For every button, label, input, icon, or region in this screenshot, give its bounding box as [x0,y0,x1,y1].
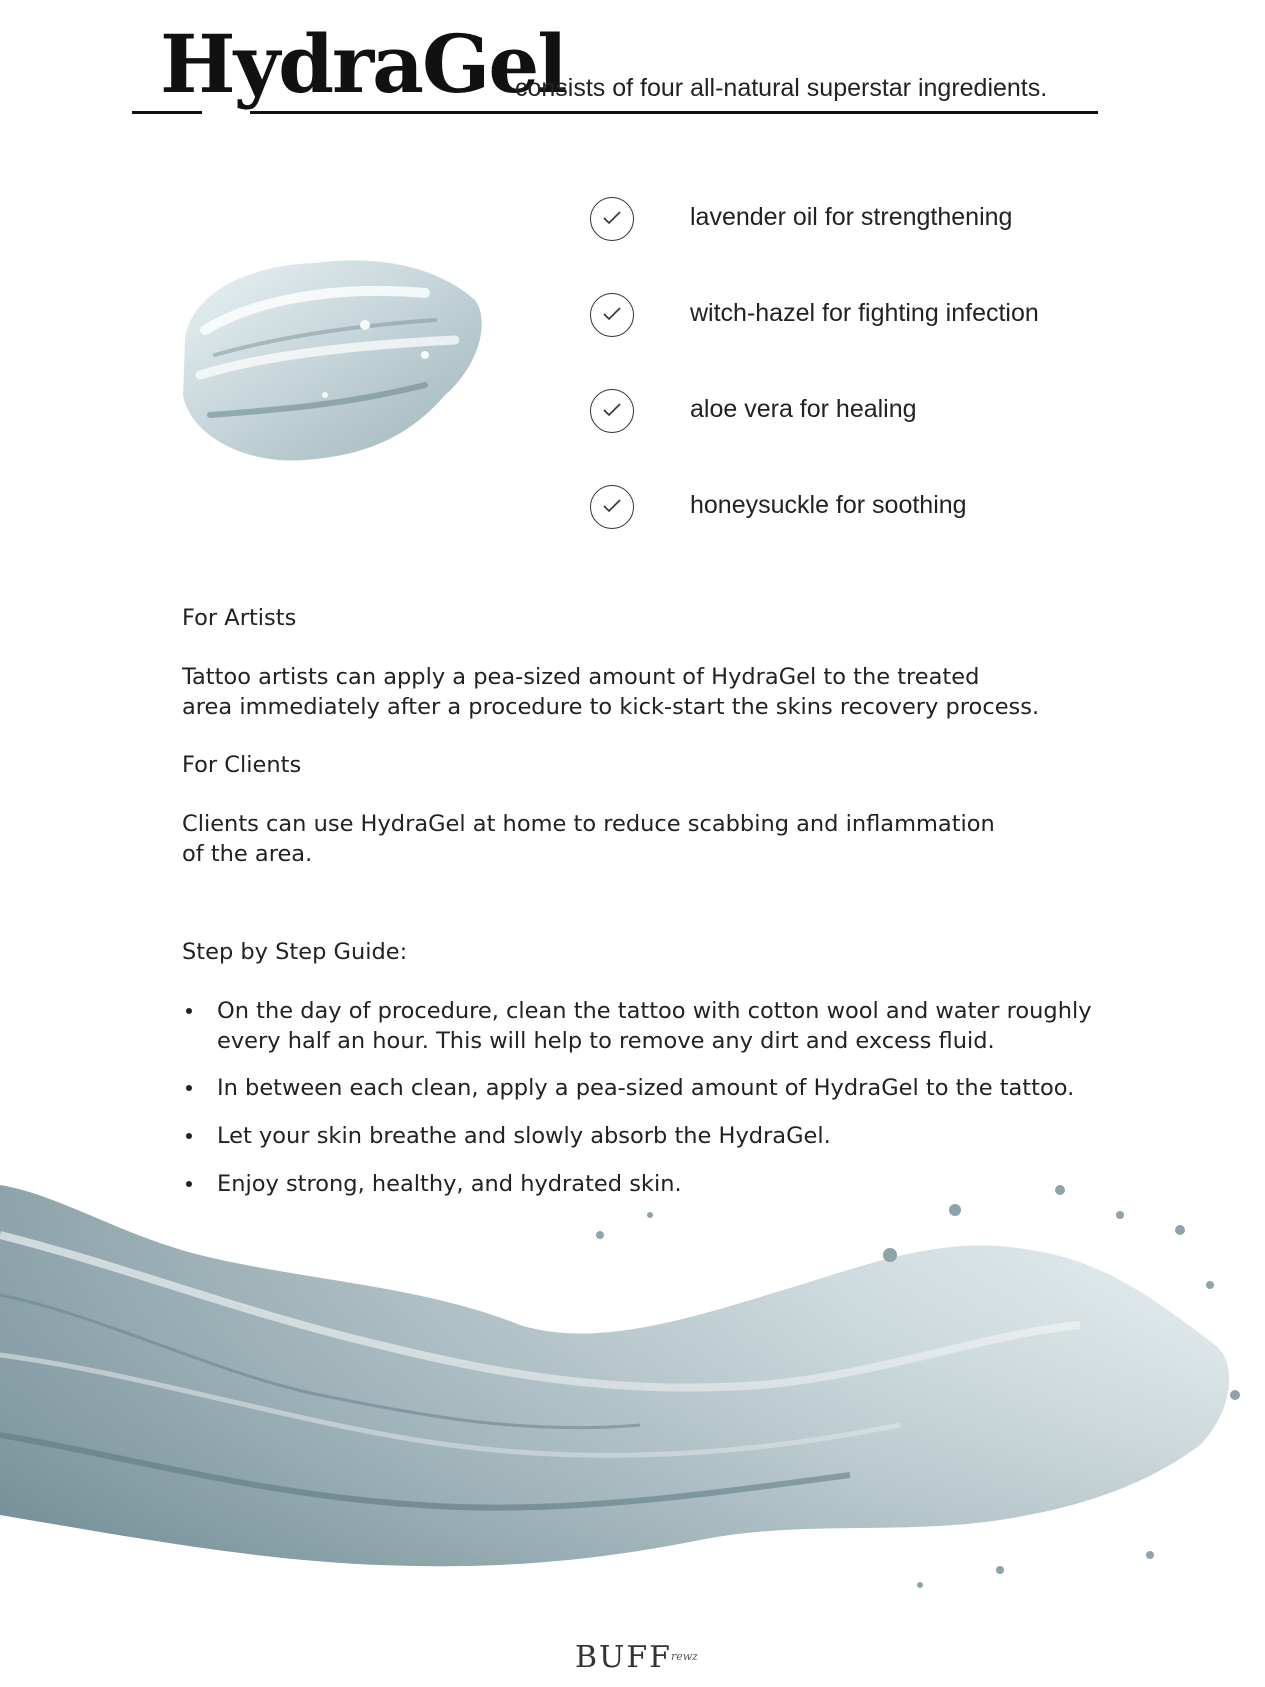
logo-main-text: BUFF [575,1640,672,1675]
guide-step-text: In between each clean, apply a pea-sized amount of HydraGel to the tattoo. [217,1075,1075,1101]
check-circle-icon [590,389,634,433]
header-rule-right [250,111,1098,114]
check-circle-icon [590,293,634,337]
logo-sub-text: rewz [671,1650,698,1663]
brand-logo [575,1640,715,1676]
check-circle-icon [590,485,634,529]
ingredient-label: honeysuckle for soothing [690,491,967,519]
guide-heading: Step by Step Guide: [182,939,408,965]
guide-step-text: Enjoy strong, healthy, and hydrated skin. [217,1171,682,1197]
artists-heading: For Artists [182,605,297,631]
clients-heading: For Clients [182,752,302,778]
ingredient-item [590,197,1150,247]
brand-title: HydraGel [160,17,566,111]
guide-step-text: every half an hour. This will help to remove any dirt and excess fluid. [217,1028,995,1054]
ingredient-label: witch-hazel for fighting infection [690,299,1039,327]
tagline: consists of four all-natural superstar ingredients. [515,74,1048,102]
water-splash-image [0,1175,1265,1605]
ingredient-item [590,389,1150,439]
artists-text-line: Tattoo artists can apply a pea-sized amount of HydraGel to the treated [182,664,980,690]
ingredient-item [590,293,1150,343]
clients-text-line: Clients can use HydraGel at home to reduce scabbing and inflammation [182,811,995,837]
clients-text-line: of the area. [182,841,313,867]
bullet-icon [186,1085,192,1091]
guide-step-text: Let your skin breathe and slowly absorb the HydraGel. [217,1123,831,1149]
gel-blob-image [175,245,495,475]
bullet-icon [186,1008,192,1014]
artists-text-line: area immediately after a procedure to kick-start the skins recovery process. [182,694,1040,720]
check-circle-icon [590,197,634,241]
ingredient-label: lavender oil for strengthening [690,203,1013,231]
ingredient-item [590,485,1150,535]
ingredient-label: aloe vera for healing [690,395,917,423]
bullet-icon [186,1133,192,1139]
guide-step-text: On the day of procedure, clean the tattoo with cotton wool and water roughly [217,998,1092,1024]
header-rule-left [132,111,202,114]
